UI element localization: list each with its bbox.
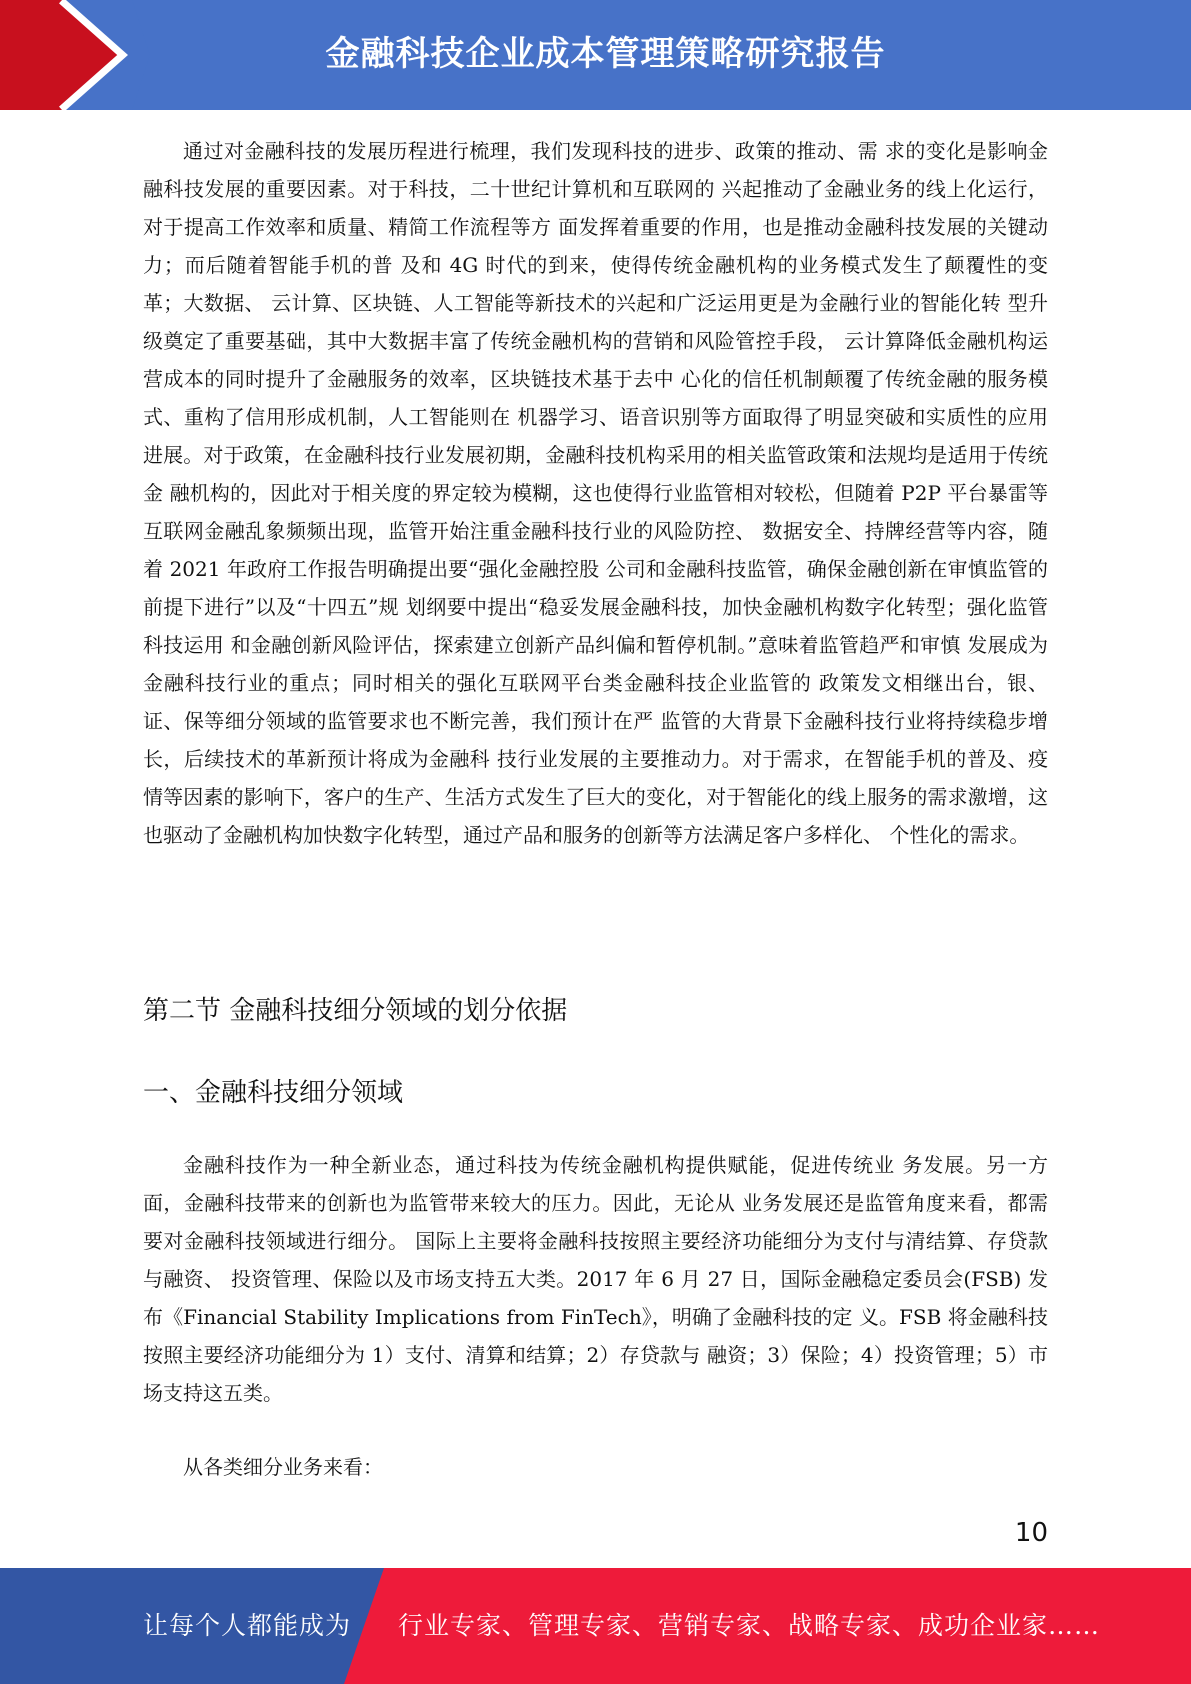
report-title: 金融科技企业成本管理策略研究报告 [325, 34, 886, 74]
subsection-heading: 一、金融科技细分领域 [143, 1078, 404, 1108]
page-number: 10 [1014, 1518, 1048, 1548]
body-section-2 [143, 1146, 1048, 1412]
body-section-1 [143, 132, 1048, 854]
section-heading: 第二节 金融科技细分领域的划分依据 [143, 996, 568, 1026]
footer-slogan-right: 行业专家、管理专家、营销专家、战略专家、成功企业家…… [398, 1611, 1101, 1640]
body-paragraph-2: 金融科技作为一种全新业态，通过科技为传统金融机构提供赋能，促进传统业 务发展。另一方面，金融科技带来的创新也为监管带来较大的压力。因此，无论从 业务发展还是监管角度来看，都需要对金融科技领域进行细分。 国际上主要将金融科技按照主要经济功能细分为支付与清结算、存贷款与融资、 投资管理、保险以及市场支持五大类。2017 年 6 月 27 日，国际金融稳定委员会(FSB) 发布《Financial Stability Implications from FinTech》，明确了金融科技的定 义。FSB 将金融科技按照主要经济功能细分为 1）支付、清算和结算；2）存贷款与 融资；3）保险；4）投资管理；5）市场支持这五类。 [143, 1153, 1048, 1405]
footer-banner [0, 1568, 1191, 1684]
footer-slogan-left: 让每个人都能成为 [143, 1611, 352, 1640]
lead-in-text: 从各类细分业务来看： [183, 1455, 383, 1479]
header-bar [0, 0, 1191, 110]
body-paragraph: 通过对金融科技的发展历程进行梳理，我们发现科技的进步、政策的推动、需 求的变化是影响金融科技发展的重要因素。对于科技，二十世纪计算机和互联网的 兴起推动了金融业务的线上化运行，对于提高工作效率和质量、精简工作流程等方 面发挥着重要的作用，也是推动金融科技发展的关键动力；而后随着智能手机的普 及和 4G 时代的到来，使得传统金融机构的业务模式发生了颠覆性的变革；大数据、 云计算、区块链、人工智能等新技术的兴起和广泛运用更是为金融行业的智能化转 型升级奠定了重要基础，其中大数据丰富了传统金融机构的营销和风险管控手段， 云计算降低金融机构运营成本的同时提升了金融服务的效率，区块链技术基于去中 心化的信任机制颠覆了传统金融的服务模式、重构了信用形成机制，人工智能则在 机器学习、语音识别等方面取得了明显突破和实质性的应用进展。对于政策，在金融科技行业发展初期，金融科技机构采用的相关监管政策和法规均是适用于传统金 融机构的，因此对于相关度的界定较为模糊，这也使得行业监管相对较松，但随着 P2P 平台暴雷等互联网金融乱象频频出现，监管开始注重金融科技行业的风险防控、 数据安全、持牌经营等内容，随着 2021 年政府工作报告明确提出要“强化金融控股 公司和金融科技监管，确保金融创新在审慎监管的前提下进行”以及“十四五”规 划纲要中提出“稳妥发展金融科技，加快金融机构数字化转型；强化监管科技运用 和金融创新风险评估，探索建立创新产品纠偏和暂停机制。”意味着监管趋严和审慎 发展成为金融科技行业的重点；同时相关的强化互联网平台类金融科技企业监管的 政策发文相继出台，银、证、保等细分领域的监管要求也不断完善，我们预计在严 监管的大背景下金融科技行业将持续稳步增长，后续技术的革新预计将成为金融科 技行业发展的主要推动力。对于需求，在智能手机的普及、疫情等因素的影响下，客户的生产、生活方式发生了巨大的变化，对于智能化的线上服务的需求激增，这 也驱动了金融机构加快数字化转型，通过产品和服务的创新等方法满足客户多样化、 个性化的需求。 [143, 139, 1048, 847]
